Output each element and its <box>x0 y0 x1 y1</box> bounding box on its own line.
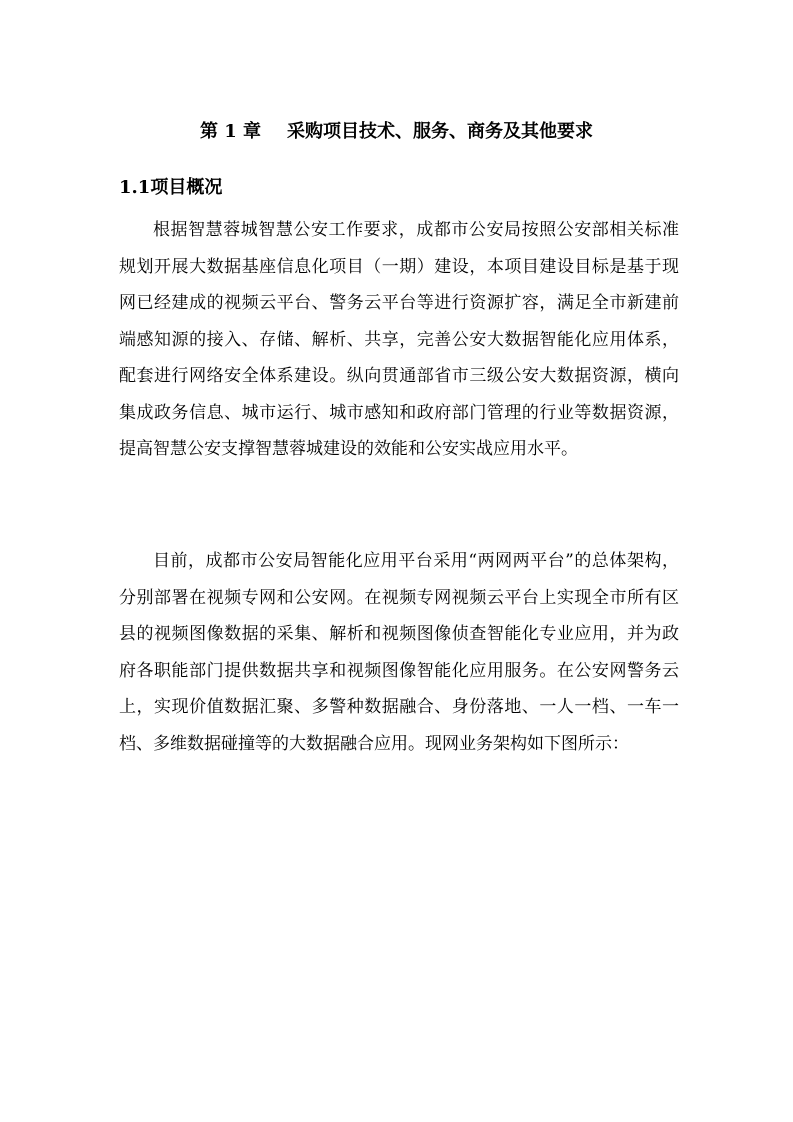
paragraph-current-architecture: 目前，成都市公安局智能化应用平台采用“两网两平台”的总体架构，分别部署在视频专网和公安网。在视频专网视频云平台上实现全市所有区县的视频图像数据的采集、解析和视频图像侦查智能化专业应用，并为政府各职能部门提供数据共享和视频图像智能化应用服务。在公安网警务云上，实现价值数据汇聚、多警种数据融合、身份落地、一人一档、一车一档、多维数据碰撞等的大数据融合应用。现网业务架构如下图所示： <box>119 551 679 754</box>
paragraph-project-overview: 根据智慧蓉城智慧公安工作要求，成都市公安局按照公安部相关标准规划开展大数据基座信息化项目（一期）建设，本项目建设目标是基于现网已经建成的视频云平台、警务云平台等进行资源扩容，满足全市新建前端感知源的接入、存储、解析、共享，完善公安大数据智能化应用体系，配套进行网络安全体系建设。纵向贯通部省市三级公安大数据资源，横向集成政务信息、城市运行、城市感知和政府部门管理的行业等数据资源，提高智慧公安支撑智慧蓉城建设的效能和公安实战应用水平。 <box>119 220 679 459</box>
chapter-title-text: 采购项目技术、服务、商务及其他要求 <box>287 121 594 142</box>
chapter-number: 第 1 章 <box>199 121 262 142</box>
chapter-title <box>0 118 793 146</box>
section-heading: 1.1项目概况 <box>119 177 223 198</box>
